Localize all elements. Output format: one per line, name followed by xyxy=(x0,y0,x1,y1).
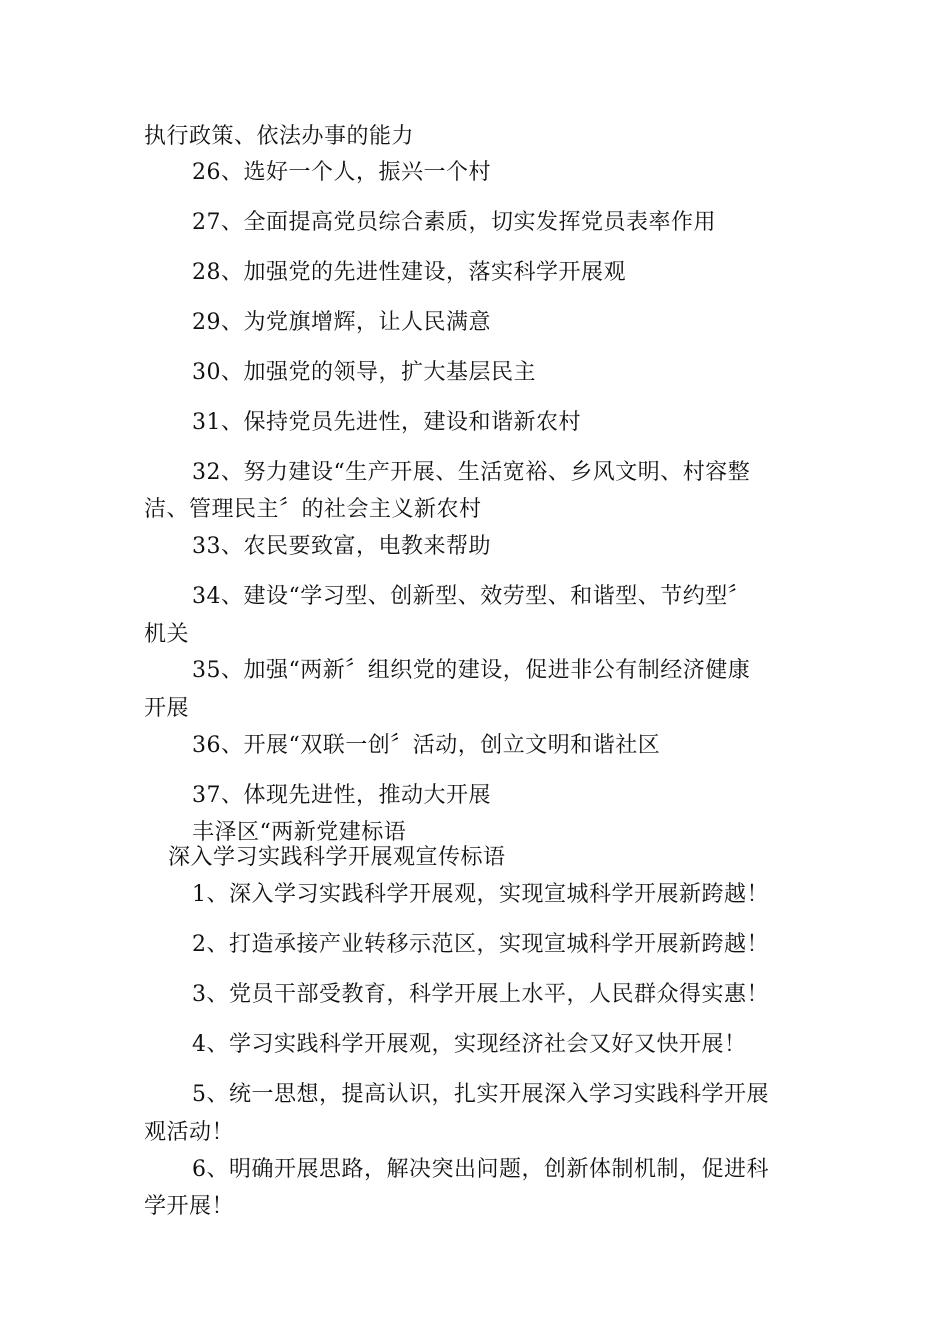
slogan-26: 26、选好一个人，振兴一个村 xyxy=(192,160,491,185)
slogan-2: 2、打造承接产业转移示范区，实现宣城科学开展新跨越！ xyxy=(192,932,769,957)
slogan-34: 34、建设“学习型、创新型、效劳型、和谐型、节约型〞 xyxy=(192,584,751,609)
slogan-29: 29、为党旗增辉，让人民满意 xyxy=(192,310,491,335)
section-heading: 丰泽区“两新党建标语 xyxy=(192,820,407,845)
slogan-34-cont: 机关 xyxy=(144,622,190,647)
slogan-32: 32、努力建设“生产开展、生活宽裕、乡风文明、村容整 xyxy=(192,460,751,485)
slogan-3: 3、党员干部受教育，科学开展上水平，人民群众得实惠！ xyxy=(192,982,769,1007)
slogan-30: 30、加强党的领导，扩大基层民主 xyxy=(192,360,536,385)
slogan-32-cont: 洁、管理民主〞的社会主义新农村 xyxy=(144,497,482,522)
slogan-33: 33、农民要致富，电教来帮助 xyxy=(192,534,491,559)
slogan-31: 31、保持党员先进性，建设和谐新农村 xyxy=(192,410,581,435)
slogan-6: 6、明确开展思路，解决突出问题，创新体制机制，促进科 xyxy=(192,1157,769,1182)
text-line: 执行政策、依法办事的能力 xyxy=(144,124,415,149)
slogan-35: 35、加强“两新〞组织党的建设，促进非公有制经济健康 xyxy=(192,658,751,683)
slogan-6-cont: 学开展！ xyxy=(144,1194,235,1219)
slogan-37: 37、体现先进性，推动大开展 xyxy=(192,783,491,808)
section-title: 深入学习实践科学开展观宣传标语 xyxy=(168,845,506,870)
slogan-36: 36、开展“双联一创〞活动，创立文明和谐社区 xyxy=(192,733,661,758)
slogan-5-cont: 观活动！ xyxy=(144,1120,235,1145)
slogan-35-cont: 开展 xyxy=(144,696,190,721)
slogan-28: 28、加强党的先进性建设，落实科学开展观 xyxy=(192,260,626,285)
slogan-5: 5、统一思想，提高认识，扎实开展深入学习实践科学开展 xyxy=(192,1082,769,1107)
slogan-4: 4、学习实践科学开展观，实现经济社会又好又快开展！ xyxy=(192,1032,747,1057)
slogan-1: 1、深入学习实践科学开展观，实现宣城科学开展新跨越！ xyxy=(192,882,769,907)
slogan-27: 27、全面提高党员综合素质，切实发挥党员表率作用 xyxy=(192,210,716,235)
